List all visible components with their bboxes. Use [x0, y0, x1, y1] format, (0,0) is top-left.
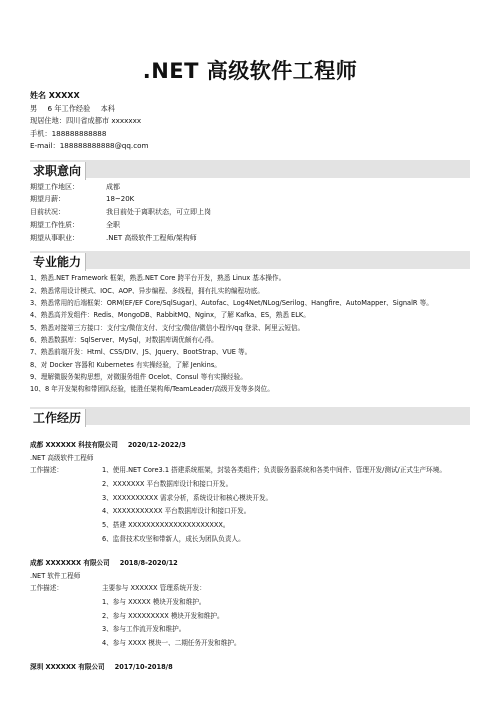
job-entry [30, 439, 470, 545]
intent-row [30, 181, 470, 194]
intent-value: 全职 [106, 220, 120, 229]
job-description-label: 工作描述： [30, 583, 63, 592]
resume-title: .NET 高级软件工程师 [142, 59, 358, 83]
job-description-label: 工作描述： [30, 466, 63, 475]
section-header-intent [30, 160, 470, 178]
job-description-line: 4、XXXXXXXXXXX 平台数据库设计和接口开发。 [102, 507, 251, 516]
company-name: 成都 XXXXXXX 有限公司 [30, 559, 110, 568]
phone: 手机：188888888888 [30, 128, 107, 138]
intent-value: 我目前处于离职状态，可立即上岗 [106, 208, 211, 217]
section-title-intent: 求职意向 [30, 162, 86, 180]
skill-item: 1、熟悉.NET Framework 框架，熟悉.NET Core 跨平台开发，熟悉 Linux 基本操作。 [30, 274, 286, 283]
candidate-name: 姓名 XXXXX [30, 91, 80, 100]
skill-item: 2、熟悉常用设计模式、IOC、AOP、异步编程、多线程，拥有扎实的编程功底。 [30, 286, 264, 295]
skill-item: 6、熟悉数据库：SqlServer、MySql，对数据库调优颇有心得。 [30, 335, 218, 344]
job-description-line: 4、参与 XXXX 模块一、二期任务开发和维护。 [102, 639, 241, 648]
section-title-skills: 专业能力 [30, 253, 86, 271]
section-title-work: 工作经历 [30, 409, 86, 427]
intent-row [30, 232, 470, 245]
job-description-line: 2、XXXXXXX 平台数据库设计和接口开发。 [102, 479, 233, 488]
intent-key: 目前状况： [30, 208, 65, 217]
intent-list [30, 181, 470, 245]
intent-value: 18~20K [106, 195, 135, 204]
skill-item: 7、熟悉前端开发：Html、CSS/DIV、JS、Jquery、BootStrap、VUE 等。 [30, 348, 252, 357]
basic-info [30, 90, 470, 153]
job-header [30, 557, 470, 569]
job-description-line: 6、监督技术攻坚和带新人，成长为团队负责人。 [102, 535, 245, 544]
skills-list [30, 272, 470, 395]
job-description [30, 582, 470, 649]
skill-item: 5、熟悉对接第三方接口：支付宝/微信支付、支付宝/微信/微信小程序/qq 登录、阿里云短信。 [30, 323, 305, 332]
intent-key: 期望工作地区： [30, 182, 79, 191]
job-description-line: 3、XXXXXXXXXX 需求分析，系统设计和核心模块开发。 [102, 493, 273, 502]
company-name: 成都 XXXXXX 科技有限公司 [30, 441, 118, 450]
email: E-mail：188888888888@qq.com [30, 141, 149, 150]
experience-years: 6 年工作经验 [47, 103, 91, 113]
intent-value: .NET 高级软件工程师/架构师 [106, 233, 197, 242]
education: 本科 [100, 103, 115, 113]
job-description-line: 1、使用.NET Core3.1 搭建系统框架，封装各类组件；负责服务器系统和各类中间件、管理开发/测试/正式生产环境。 [102, 466, 446, 475]
residence: 现居住地：四川省成都市 xxxxxxx [30, 116, 142, 125]
job-description-line: 1、参与 XXXXX 模块开发和维护。 [102, 597, 206, 606]
intent-key: 期望工作性质： [30, 220, 79, 229]
job-position: .NET 高级软件工程师 [30, 453, 94, 462]
skill-item: 3、熟悉常用的后端框架：ORM(EF/EF Core/SqlSugar)、Autofac、Log4Net/NLog/Serilog、Hangfire、AutoMapper、SignalR 等。 [30, 299, 433, 308]
profile-line [30, 103, 470, 116]
intent-key: 期望月薪： [30, 195, 65, 204]
job-entry [30, 557, 470, 649]
job-period: 2018/8-2020/12 [119, 559, 178, 568]
job-period: 2017/10-2018/8 [114, 663, 173, 672]
job-description [30, 464, 470, 545]
job-header [30, 439, 470, 451]
job-description-line: 2、参与 XXXXXXXXX 模块开发和维护。 [102, 611, 224, 620]
intent-key: 期望从事职业： [30, 233, 79, 242]
intent-row [30, 219, 470, 232]
skill-item: 4、熟悉高并发组件：Redis、MongoDB、RabbitMQ、Nginx，了解 Kafka、ES，熟悉 ELK。 [30, 311, 310, 320]
section-header-work [30, 407, 470, 425]
skill-item: 10、8 年开发架构和带团队经验，能胜任架构师/TeamLeader/高级开发等多岗位。 [30, 385, 274, 394]
skill-item: 8、对 Docker 容器和 Kubernetes 有实操经验，了解 Jenkins。 [30, 360, 221, 369]
job-period: 2020/12-2022/3 [127, 441, 186, 450]
job-description-line: 5、搭建 XXXXXXXXXXXXXXXXXXXXX。 [102, 521, 230, 530]
job-description-lines [102, 582, 241, 649]
job-header [30, 661, 470, 673]
intent-row [30, 193, 470, 206]
section-header-skills [30, 251, 470, 269]
skill-item: 9、理解微服务架构思想，对微服务组件 Ocelot、Consul 等有实操经验。 [30, 372, 247, 381]
job-position: .NET 软件工程师 [30, 571, 81, 580]
job-description-line: 3、参与工作流开发和维护。 [102, 625, 186, 634]
company-name: 深圳 XXXXXX 有限公司 [30, 663, 105, 672]
job-entry [30, 661, 470, 673]
job-description-lines [102, 464, 446, 545]
intent-row [30, 206, 470, 219]
intent-value: 成都 [106, 182, 120, 191]
gender: 男 [30, 103, 38, 113]
job-description-line: 主要参与 XXXXXX 管理系统开发： [102, 583, 206, 592]
work-history [30, 439, 470, 673]
